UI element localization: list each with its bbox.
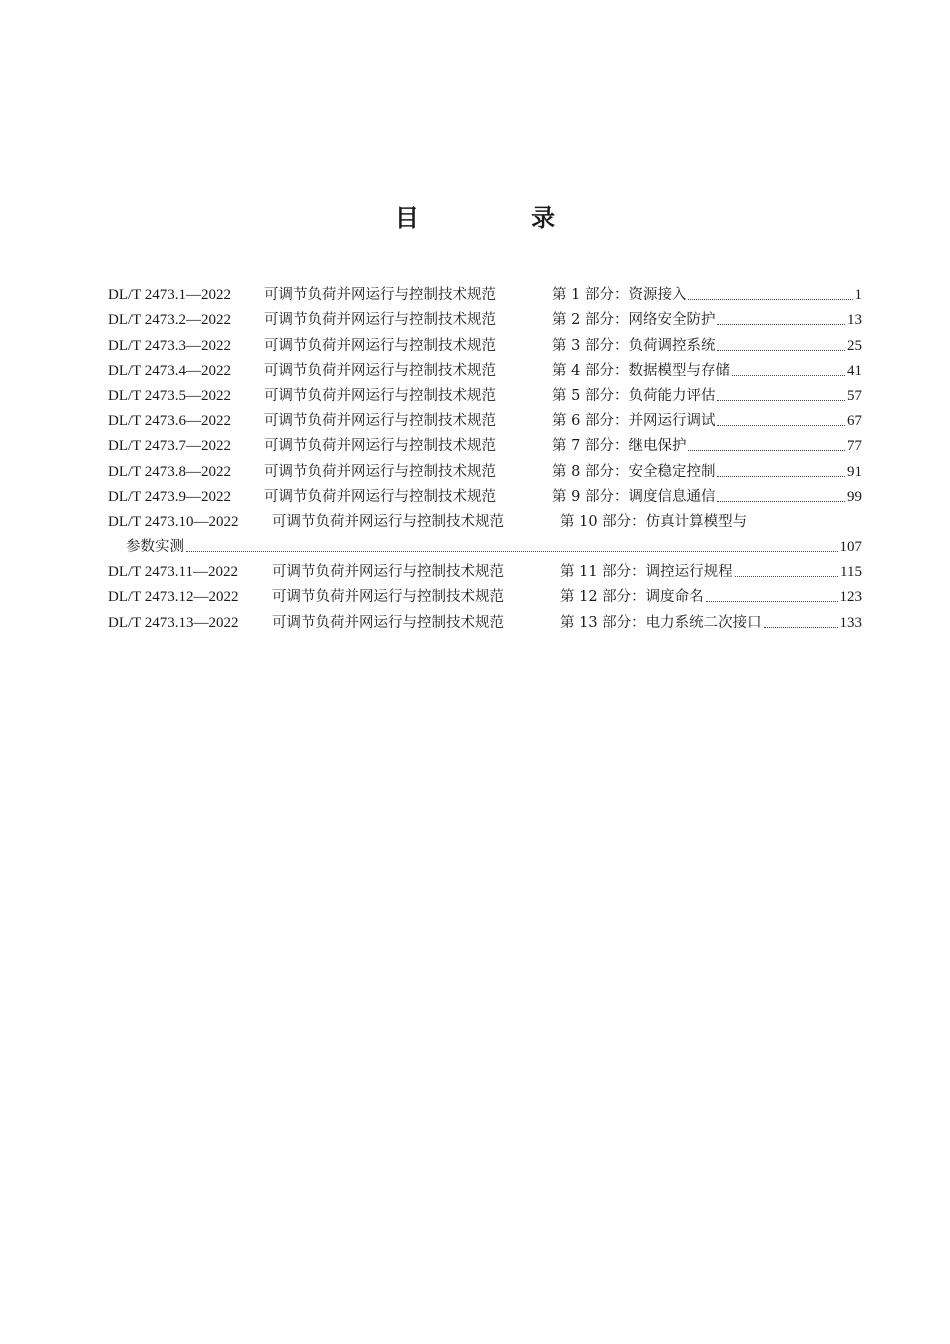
part-title: 第 4 部分：数据模型与存储 (552, 362, 730, 379)
part-title: 第 2 部分：网络安全防护 (552, 312, 716, 329)
page-number: 115 (840, 564, 862, 581)
standard-code: DL/T 2473.13—2022 (108, 614, 239, 631)
page-title: 目 录 (394, 204, 608, 232)
standard-code: DL/T 2473.10—2022 (108, 513, 239, 530)
part-title: 第 7 部分：继电保护 (552, 438, 687, 455)
dot-leader (717, 324, 845, 325)
series-title: 可调节负荷并网运行与控制技术规范 (264, 438, 496, 455)
series-title: 可调节负荷并网运行与控制技术规范 (272, 589, 504, 606)
dot-leader (717, 501, 845, 502)
toc-entry-3[interactable] (108, 330, 862, 355)
page-number: 1 (854, 287, 862, 304)
dot-leader (717, 350, 845, 351)
toc-entry-2[interactable] (108, 305, 862, 330)
series-title: 可调节负荷并网运行与控制技术规范 (264, 463, 496, 480)
part-title: 第 5 部分：负荷能力评估 (552, 387, 716, 404)
table-of-contents (108, 280, 862, 633)
series-title: 可调节负荷并网运行与控制技术规范 (264, 488, 496, 505)
dot-leader (735, 576, 838, 577)
page-number: 41 (847, 362, 862, 379)
toc-entry-7[interactable] (108, 431, 862, 456)
series-title: 可调节负荷并网运行与控制技术规范 (272, 614, 504, 631)
dot-leader (764, 627, 838, 628)
part-title: 第 6 部分：并网运行调试 (552, 413, 716, 430)
standard-code: DL/T 2473.9—2022 (108, 488, 232, 505)
series-title: 可调节负荷并网运行与控制技术规范 (264, 387, 496, 404)
page-number: 123 (839, 589, 862, 606)
page-number: 67 (847, 413, 862, 430)
toc-entry-9[interactable] (108, 482, 862, 507)
page-number: 99 (847, 488, 862, 505)
part-title: 第 8 部分：安全稳定控制 (552, 463, 716, 480)
page-number: 25 (847, 337, 862, 354)
dot-leader (186, 551, 838, 552)
dot-leader (717, 425, 845, 426)
toc-entry-11[interactable] (108, 557, 862, 582)
page-number: 13 (847, 312, 862, 329)
dot-leader (717, 476, 845, 477)
series-title: 可调节负荷并网运行与控制技术规范 (264, 287, 496, 304)
dot-leader (688, 299, 852, 300)
standard-code: DL/T 2473.6—2022 (108, 413, 232, 430)
toc-entry-6[interactable] (108, 406, 862, 431)
part-title: 第 3 部分：负荷调控系统 (552, 337, 716, 354)
dot-leader (717, 400, 845, 401)
standard-code: DL/T 2473.2—2022 (108, 312, 232, 329)
series-title: 可调节负荷并网运行与控制技术规范 (272, 564, 504, 581)
standard-code: DL/T 2473.7—2022 (108, 438, 232, 455)
part-title: 第 1 部分：资源接入 (552, 287, 687, 304)
dot-leader (732, 375, 845, 376)
toc-entry-1[interactable] (108, 280, 862, 305)
standard-code: DL/T 2473.3—2022 (108, 337, 232, 354)
part-title: 第 13 部分：电力系统二次接口 (560, 614, 762, 631)
part-title: 第 9 部分：调度信息通信 (552, 488, 716, 505)
series-title: 可调节负荷并网运行与控制技术规范 (264, 312, 496, 329)
standard-code: DL/T 2473.5—2022 (108, 387, 232, 404)
dot-leader (688, 450, 845, 451)
series-title: 可调节负荷并网运行与控制技术规范 (264, 337, 496, 354)
toc-entry-12[interactable] (108, 582, 862, 607)
page-number: 77 (847, 438, 862, 455)
toc-entry-5[interactable] (108, 381, 862, 406)
standard-code: DL/T 2473.12—2022 (108, 589, 239, 606)
toc-entry-8[interactable] (108, 456, 862, 481)
part-title-continuation: 参数实测 (126, 539, 184, 556)
part-title: 第 10 部分：仿真计算模型与 (560, 513, 748, 530)
series-title: 可调节负荷并网运行与控制技术规范 (264, 362, 496, 379)
standard-code: DL/T 2473.4—2022 (108, 362, 232, 379)
standard-code: DL/T 2473.1—2022 (108, 287, 232, 304)
dot-leader (706, 601, 838, 602)
part-title: 第 12 部分：调度命名 (560, 589, 704, 606)
toc-entry-4[interactable] (108, 356, 862, 381)
part-title: 第 11 部分：调控运行规程 (560, 564, 733, 581)
toc-entry-13[interactable] (108, 607, 862, 632)
page-number: 133 (839, 614, 862, 631)
page-number: 57 (847, 387, 862, 404)
toc-entry-10[interactable] (108, 507, 862, 557)
page-number: 107 (839, 539, 862, 556)
series-title: 可调节负荷并网运行与控制技术规范 (264, 413, 496, 430)
series-title: 可调节负荷并网运行与控制技术规范 (272, 513, 504, 530)
page-number: 91 (847, 463, 862, 480)
standard-code: DL/T 2473.8—2022 (108, 463, 232, 480)
standard-code: DL/T 2473.11—2022 (108, 564, 238, 581)
